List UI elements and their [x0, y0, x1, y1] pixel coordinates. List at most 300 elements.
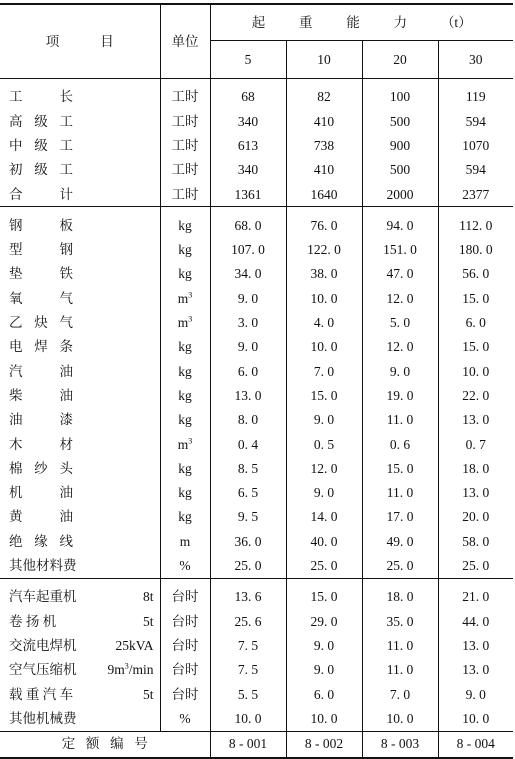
- value-cell: 20. 0: [462, 509, 490, 525]
- value-cell: 49. 0: [362, 529, 438, 553]
- machine-spec: [143, 615, 154, 629]
- materials-name: [0, 262, 160, 286]
- unit-text: kg: [178, 242, 192, 258]
- value-cell: 1640: [286, 182, 362, 207]
- value-cell: 9. 0: [210, 335, 286, 359]
- name-char: 条: [59, 339, 73, 355]
- name-char: 型: [9, 242, 23, 258]
- value-cell: 68. 0: [210, 213, 286, 237]
- name-wrap: [9, 462, 73, 476]
- machinery-name: [0, 585, 160, 609]
- unit-cell: [160, 109, 210, 133]
- unit-cell: [160, 134, 210, 158]
- name-char: 高: [9, 113, 23, 129]
- unit-text: 台时: [171, 613, 199, 629]
- machine-name: 汽车起重机: [9, 589, 77, 605]
- name-wrap: [9, 389, 73, 403]
- capacity-20: 20: [362, 41, 438, 79]
- name-wrap: [9, 163, 73, 177]
- footer-row: [0, 731, 513, 758]
- value-cell: 13. 0: [210, 384, 286, 408]
- value-cell: 9. 0: [465, 686, 486, 702]
- value-cell: 76. 0: [286, 213, 362, 237]
- unit-text: kg: [178, 509, 192, 525]
- value-cell: 21. 0: [462, 589, 490, 605]
- name-char: 油: [59, 363, 73, 379]
- name-wrap: [9, 90, 73, 104]
- value-cell: 0. 7: [465, 436, 486, 452]
- value-cell: 410: [286, 158, 362, 182]
- value-cell: 10. 0: [462, 363, 490, 379]
- value-cell: 2000: [362, 182, 438, 207]
- value-cell: 17. 0: [362, 505, 438, 529]
- value-cell: 18. 0: [462, 460, 490, 476]
- name-char: 气: [59, 290, 73, 306]
- unit-text: %: [179, 710, 191, 726]
- unit-cell: [160, 585, 210, 609]
- footer-label-char: 额: [85, 736, 100, 752]
- machinery-name: [0, 658, 160, 682]
- value-cell: 13. 0: [462, 662, 490, 678]
- materials-name: [0, 286, 160, 310]
- labor-row: [0, 109, 513, 133]
- name-char: 计: [59, 186, 73, 202]
- materials-row: [0, 408, 513, 432]
- machine-name: 卷 扬 机: [9, 613, 57, 629]
- value-cell: 340: [210, 158, 286, 182]
- name-wrap: [9, 115, 73, 129]
- name-char: 乙: [9, 315, 23, 331]
- unit-text: 工时: [171, 162, 199, 178]
- unit-text: kg: [178, 266, 192, 282]
- name-char: 级: [34, 113, 48, 129]
- materials-row: [0, 335, 513, 359]
- machine-name: 空气压缩机: [9, 662, 77, 678]
- name-char: 炔: [34, 315, 48, 331]
- name-char: 材: [59, 436, 73, 452]
- labor-row: [0, 182, 513, 207]
- machine-spec: [115, 639, 153, 653]
- value-cell: 9. 0: [286, 658, 362, 682]
- materials-name: [0, 456, 160, 480]
- name-char: 柴: [9, 387, 23, 403]
- value-cell: 594: [465, 162, 486, 178]
- value-cell: 18. 0: [362, 585, 438, 609]
- name-char: 汽: [9, 363, 23, 379]
- name-char: 钢: [59, 242, 73, 258]
- capacity-30: 30: [438, 41, 513, 79]
- capacity-header-char: 重: [299, 14, 313, 30]
- unit-text: kg: [178, 412, 192, 428]
- value-cell: 12. 0: [286, 456, 362, 480]
- value-cell: 2377: [438, 182, 513, 207]
- name-wrap: [9, 292, 73, 306]
- value-cell: 7. 0: [286, 359, 362, 383]
- name-wrap: [9, 139, 73, 153]
- name-wrap: [9, 219, 73, 233]
- unit-cell: [160, 262, 210, 286]
- name-char: 工: [59, 137, 73, 153]
- materials-name: [0, 335, 160, 359]
- unit-cell: [160, 706, 210, 731]
- unit-text: kg: [178, 460, 192, 476]
- value-cell: 38. 0: [286, 262, 362, 286]
- unit-cell: [160, 658, 210, 682]
- unit-cell: [160, 182, 210, 207]
- value-cell: 3. 0: [210, 311, 286, 335]
- capacity-header-char: 起: [251, 14, 266, 30]
- name-char: 焊: [34, 339, 48, 355]
- machinery-name: [0, 682, 160, 706]
- quota-code: 8 - 003: [362, 731, 438, 758]
- value-cell: 500: [362, 109, 438, 133]
- value-cell: 11. 0: [362, 481, 438, 505]
- materials-row: [0, 311, 513, 335]
- machine-name-wrap: [9, 615, 154, 629]
- materials-row: [0, 359, 513, 383]
- value-cell: 94. 0: [362, 213, 438, 237]
- value-cell: 56. 0: [462, 266, 490, 282]
- name-char: 板: [59, 217, 73, 233]
- value-cell: 10. 0: [210, 706, 286, 731]
- value-cell: 25. 0: [362, 554, 438, 579]
- value-cell: 12. 0: [362, 286, 438, 310]
- footer-label-char: 编: [110, 736, 124, 752]
- name-char: 中: [9, 137, 23, 153]
- machinery-row: [0, 658, 513, 682]
- unit-text: m: [177, 290, 189, 306]
- value-cell: 47. 0: [362, 262, 438, 286]
- value-cell: 13. 0: [462, 412, 490, 428]
- value-cell: 10. 0: [438, 706, 513, 731]
- item-header-char: 项: [45, 33, 60, 49]
- value-cell: 5. 0: [362, 311, 438, 335]
- name-char: 油: [59, 509, 73, 525]
- unit-text: kg: [178, 217, 192, 233]
- unit-cell: [160, 609, 210, 633]
- value-cell: 100: [362, 85, 438, 109]
- labor-row: [0, 134, 513, 158]
- name-char: 工: [59, 162, 73, 178]
- name-char: 油: [59, 387, 73, 403]
- unit-header: 单位: [160, 4, 210, 79]
- name-wrap: [9, 413, 73, 427]
- name-wrap: [9, 486, 73, 500]
- value-cell: 25. 0: [286, 554, 362, 579]
- capacity-10: 10: [286, 41, 362, 79]
- value-cell: 1361: [210, 182, 286, 207]
- value-cell: 35. 0: [362, 609, 438, 633]
- unit-text: kg: [178, 339, 192, 355]
- unit-sup: 3: [188, 290, 193, 300]
- materials-row: [0, 286, 513, 310]
- value-cell: 82: [286, 85, 362, 109]
- name-wrap: [9, 438, 73, 452]
- unit-cell: [160, 554, 210, 579]
- materials-name: [0, 311, 160, 335]
- name-char: 电: [9, 339, 23, 355]
- value-cell: 8. 5: [210, 456, 286, 480]
- value-cell: 15. 0: [362, 456, 438, 480]
- unit-text: 工时: [171, 113, 199, 129]
- unit-cell: [160, 213, 210, 237]
- value-cell: 0. 6: [362, 432, 438, 456]
- value-cell: 410: [286, 109, 362, 133]
- machinery-row: [0, 706, 513, 731]
- name-char: 氧: [9, 290, 23, 306]
- name-char: 垫: [9, 266, 23, 282]
- unit-cell: [160, 286, 210, 310]
- name-char: 线: [59, 533, 73, 549]
- unit-text: m: [177, 315, 189, 331]
- machine-spec: [107, 663, 153, 677]
- machine-spec-text: 5t: [142, 686, 154, 702]
- capacity-header-char: 力: [393, 14, 408, 30]
- quota-code: 8 - 001: [210, 731, 286, 758]
- machinery-name: [0, 634, 160, 658]
- materials-name: [0, 238, 160, 262]
- machine-spec-text: 9m: [107, 662, 125, 678]
- header-row: [0, 4, 513, 41]
- value-cell: 25. 0: [438, 554, 513, 579]
- name-char: 缘: [34, 533, 48, 549]
- unit-sup: 3: [188, 314, 193, 324]
- name-wrap: [9, 188, 73, 202]
- machine-name-wrap: [9, 663, 154, 677]
- capacity-5: 5: [210, 41, 286, 79]
- quota-code: 8 - 002: [286, 731, 362, 758]
- unit-text: kg: [178, 387, 192, 403]
- unit-cell: [160, 432, 210, 456]
- machinery-row: [0, 682, 513, 706]
- value-cell: 22. 0: [462, 387, 490, 403]
- unit-text: %: [179, 558, 191, 574]
- value-cell: 738: [286, 134, 362, 158]
- value-cell: 613: [210, 134, 286, 158]
- labor-name: [0, 158, 160, 182]
- capacity-header: [210, 4, 513, 41]
- machine-name-wrap: [9, 712, 154, 726]
- name-char: 工: [59, 113, 73, 129]
- value-cell: 40. 0: [286, 529, 362, 553]
- unit-cell: [160, 634, 210, 658]
- materials-name: [0, 481, 160, 505]
- value-cell: 10. 0: [286, 706, 362, 731]
- unit-text: kg: [178, 485, 192, 501]
- value-cell: 11. 0: [362, 408, 438, 432]
- labor-row: [0, 85, 513, 109]
- unit-text: m: [179, 533, 191, 549]
- unit-cell: [160, 481, 210, 505]
- value-cell: 9. 0: [286, 408, 362, 432]
- unit-cell: [160, 311, 210, 335]
- value-cell: 44. 0: [462, 613, 490, 629]
- value-cell: 15. 0: [286, 384, 362, 408]
- machine-name: 载 重 汽 车: [9, 686, 74, 702]
- materials-row: [0, 213, 513, 237]
- value-cell: 1070: [462, 137, 490, 153]
- value-cell: 7. 5: [210, 634, 286, 658]
- name-char: 木: [9, 436, 23, 452]
- name-char: 级: [34, 162, 48, 178]
- name-char: 油: [59, 485, 73, 501]
- materials-row: [0, 529, 513, 553]
- unit-text: 工时: [171, 89, 199, 105]
- value-cell: 180. 0: [458, 242, 493, 258]
- name-char: 机: [9, 485, 23, 501]
- unit-text: kg: [178, 363, 192, 379]
- machine-spec-tail: /min: [128, 662, 154, 678]
- value-cell: 58. 0: [462, 533, 490, 549]
- labor-name: [0, 109, 160, 133]
- unit-text: 台时: [171, 589, 199, 605]
- materials-name: [0, 554, 160, 579]
- labor-name: [0, 85, 160, 109]
- value-cell: 0. 4: [210, 432, 286, 456]
- name-char: 长: [59, 89, 73, 105]
- materials-row: [0, 481, 513, 505]
- value-cell: 6. 0: [465, 315, 486, 331]
- value-cell: 5. 5: [210, 682, 286, 706]
- name-char: 合: [9, 186, 23, 202]
- value-cell: 68: [210, 85, 286, 109]
- value-cell: 10. 0: [286, 335, 362, 359]
- footer-label-char: 号: [134, 736, 148, 752]
- value-cell: 15. 0: [286, 585, 362, 609]
- name-wrap: [9, 267, 73, 281]
- value-cell: 25. 6: [210, 609, 286, 633]
- value-cell: 122. 0: [286, 238, 362, 262]
- machine-spec: [143, 590, 154, 604]
- value-cell: 9. 0: [210, 286, 286, 310]
- name-char: 铁: [59, 266, 73, 282]
- machine-spec-text: 5t: [142, 613, 154, 629]
- materials-row: [0, 456, 513, 480]
- name-char: 棉: [9, 460, 23, 476]
- unit-text: 工时: [171, 137, 199, 153]
- unit-cell: [160, 456, 210, 480]
- quota-code: 8 - 004: [438, 731, 513, 758]
- value-cell: 7. 5: [210, 658, 286, 682]
- value-cell: 6. 0: [286, 682, 362, 706]
- value-cell: 112. 0: [459, 217, 493, 233]
- materials-name: [0, 213, 160, 237]
- footer-label-wrap: [62, 737, 148, 751]
- unit-cell: [160, 158, 210, 182]
- item-header-char: 目: [100, 33, 114, 49]
- machinery-row: [0, 609, 513, 633]
- materials-row: [0, 432, 513, 456]
- value-cell: 8. 0: [210, 408, 286, 432]
- materials-name: [0, 432, 160, 456]
- unit-text: 工时: [171, 186, 199, 202]
- name-char: 绝: [9, 533, 23, 549]
- value-cell: 13. 0: [462, 485, 490, 501]
- capacity-header-char: 能: [346, 14, 360, 30]
- unit-cell: [160, 529, 210, 553]
- value-cell: 15. 0: [462, 339, 490, 355]
- machine-name: 其他机械费: [9, 710, 77, 726]
- machine-spec: [143, 688, 154, 702]
- item-header: [0, 4, 160, 79]
- materials-name: [0, 505, 160, 529]
- footer-label-char: 定: [61, 736, 76, 752]
- value-cell: 9. 5: [210, 505, 286, 529]
- materials-row: [0, 238, 513, 262]
- value-cell: 900: [362, 134, 438, 158]
- value-cell: 15. 0: [462, 290, 490, 306]
- value-cell: 151. 0: [362, 238, 438, 262]
- labor-name: [0, 182, 160, 207]
- materials-name: [0, 529, 160, 553]
- value-cell: 594: [465, 113, 486, 129]
- machinery-row: [0, 585, 513, 609]
- name-char: 油: [9, 412, 23, 428]
- value-cell: 34. 0: [210, 262, 286, 286]
- unit-cell: [160, 335, 210, 359]
- name-char: 黄: [9, 509, 23, 525]
- materials-row: [0, 262, 513, 286]
- value-cell: 10. 0: [362, 706, 438, 731]
- value-cell: 9. 0: [362, 359, 438, 383]
- name-wrap: [9, 510, 73, 524]
- materials-row: [0, 505, 513, 529]
- value-cell: 14. 0: [286, 505, 362, 529]
- name-char: 纱: [34, 460, 48, 476]
- value-cell: 119: [465, 89, 486, 105]
- unit-cell: [160, 238, 210, 262]
- name-char: 级: [34, 137, 48, 153]
- machine-spec-sup: 3: [124, 661, 129, 671]
- materials-row: [0, 384, 513, 408]
- machinery-name: [0, 706, 160, 731]
- unit-cell: [160, 359, 210, 383]
- name-wrap: [9, 340, 73, 354]
- name-wrap: [9, 316, 73, 330]
- value-cell: 9. 0: [286, 634, 362, 658]
- value-cell: 6. 0: [210, 359, 286, 383]
- name-char: 初: [9, 162, 23, 178]
- value-cell: 7. 0: [362, 682, 438, 706]
- materials-row: [0, 554, 513, 579]
- materials-name: [0, 359, 160, 383]
- unit-cell: [160, 384, 210, 408]
- capacity-header-char: （t）: [440, 14, 472, 30]
- machine-spec-text: 8t: [142, 589, 154, 605]
- materials-name: [0, 408, 160, 432]
- machinery-name: [0, 609, 160, 633]
- name-wrap: [9, 365, 73, 379]
- value-cell: 340: [210, 109, 286, 133]
- materials-name: [0, 384, 160, 408]
- value-cell: 36. 0: [210, 529, 286, 553]
- machine-spec-text: 25kVA: [115, 637, 154, 653]
- footer-label: [0, 731, 210, 758]
- unit-cell: [160, 85, 210, 109]
- name-char: 头: [59, 460, 73, 476]
- name-wrap: [9, 243, 73, 257]
- value-cell: 0. 5: [286, 432, 362, 456]
- unit-text: m: [177, 436, 189, 452]
- value-cell: 29. 0: [286, 609, 362, 633]
- unit-cell: [160, 408, 210, 432]
- name-char: 工: [9, 89, 23, 105]
- value-cell: 4. 0: [286, 311, 362, 335]
- labor-name: [0, 134, 160, 158]
- value-cell: 9. 0: [286, 481, 362, 505]
- unit-text: 台时: [171, 686, 199, 702]
- unit-text: 台时: [171, 637, 199, 653]
